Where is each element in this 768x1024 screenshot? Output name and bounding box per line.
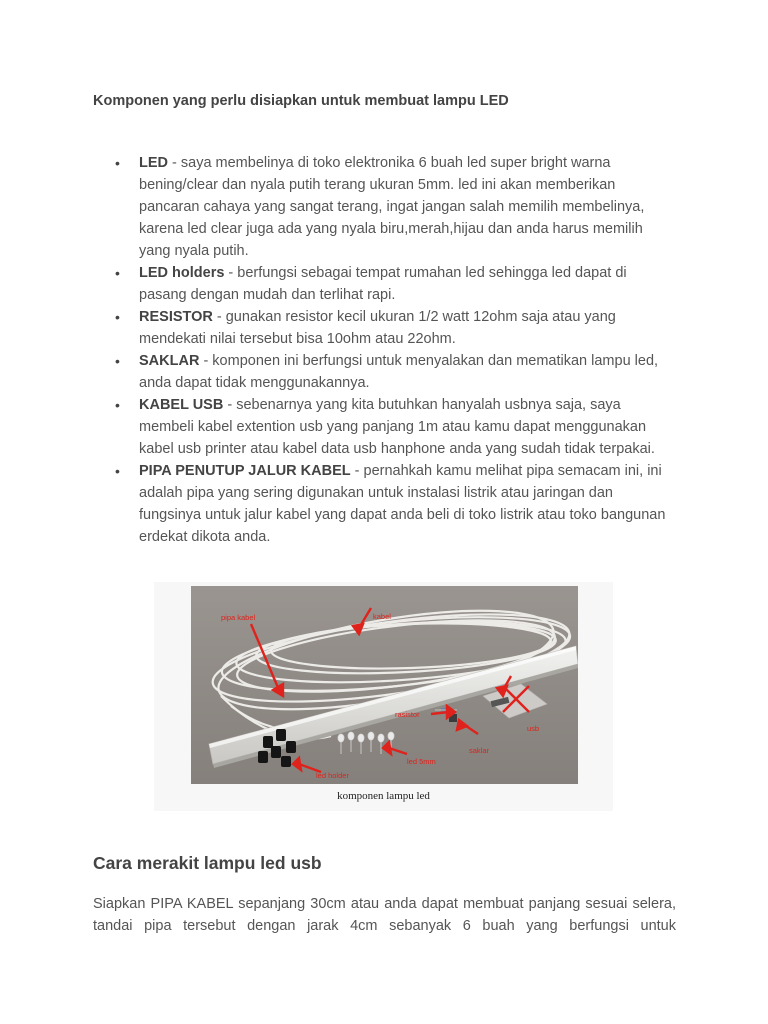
item-term: PIPA PENUTUP JALUR KABEL [139, 463, 351, 479]
label-usb: usb [527, 724, 540, 733]
bullet-icon: • [115, 463, 120, 479]
label-saklar: saklar [469, 746, 490, 755]
label-resistor: rasistor [395, 710, 420, 719]
component-photo [191, 586, 578, 784]
list-item [115, 152, 676, 262]
item-term: KABEL USB [139, 397, 224, 413]
bullet-icon: • [115, 309, 120, 325]
label-kabel: kabel [373, 612, 391, 621]
item-description: - berfungsi sebagai tempat rumahan led sehingga led dapat di pasang dengan mudah dan terlihat rapi. [139, 265, 627, 303]
bullet-icon: • [115, 265, 120, 281]
item-term: RESISTOR [139, 309, 213, 325]
item-description: - pernahkah kamu melihat pipa semacam ini, ini adalah pipa yang sering digunakan untuk instalasi listrik atau jaringan dan fungsinya untuk jalur kabel yang dapat anda beli di toko listrik atau toko bangunan erdekat dikota anda. [139, 463, 666, 545]
list-item [115, 262, 676, 306]
item-description: - komponen ini berfungsi untuk menyalakan dan mematikan lampu led, anda dapat tidak menggunakannya. [139, 353, 659, 391]
item-term: SAKLAR [139, 353, 200, 369]
body-paragraph: Siapkan PIPA KABEL sepanjang 30cm atau anda dapat membuat panjang sesuai selera, tandai pipa tersebut dengan jarak 4cm sebanyak 6 buah yang berfungsi untuk [93, 896, 676, 934]
item-term: LED holders [139, 265, 225, 281]
document-body [93, 92, 676, 548]
bullet-icon: • [115, 155, 120, 171]
item-description: - saya membelinya di toko elektronika 6 buah led super bright warna bening/clear dan nyala putih terang ukuran 5mm. led ini akan memberikan pancaran cahaya yang sangat terang, ingat jangan salah memilih membelinya, karena led clear juga ada yang nyala biru,merah,hijau dan anda harus memilih yang nyala putih. [139, 155, 645, 259]
bullet-icon: • [115, 397, 120, 413]
item-description: - sebenarnya yang kita butuhkan hanyalah usbnya saja, saya membeli kabel extention usb yang panjang 1m atau kamu dapat menggunakan kabel usb printer atau kabel data usb hanphone anda yang sudah tidak terpakai. [139, 397, 655, 457]
list-item [115, 394, 676, 460]
bullet-icon: • [115, 353, 120, 369]
section-heading: Komponen yang perlu disiapkan untuk membuat lampu LED [93, 93, 509, 109]
figure [154, 582, 613, 811]
component-list [93, 152, 676, 548]
label-led-holder: led holder [316, 771, 349, 780]
list-item [115, 306, 676, 350]
list-item [115, 350, 676, 394]
component-photo-illustration [191, 586, 578, 784]
list-item [115, 460, 676, 548]
section-subheading: Cara merakit lampu led usb [93, 853, 322, 873]
item-description: - gunakan resistor kecil ukuran 1/2 watt 12ohm saja atau yang mendekati nilai tersebut bisa 10ohm atau 22ohm. [139, 309, 616, 347]
label-pipa-kabel: pipa kabel [221, 613, 256, 622]
item-term: LED [139, 155, 168, 171]
figure-caption: komponen lampu led [337, 790, 430, 802]
label-led: led 5mm [407, 757, 436, 766]
